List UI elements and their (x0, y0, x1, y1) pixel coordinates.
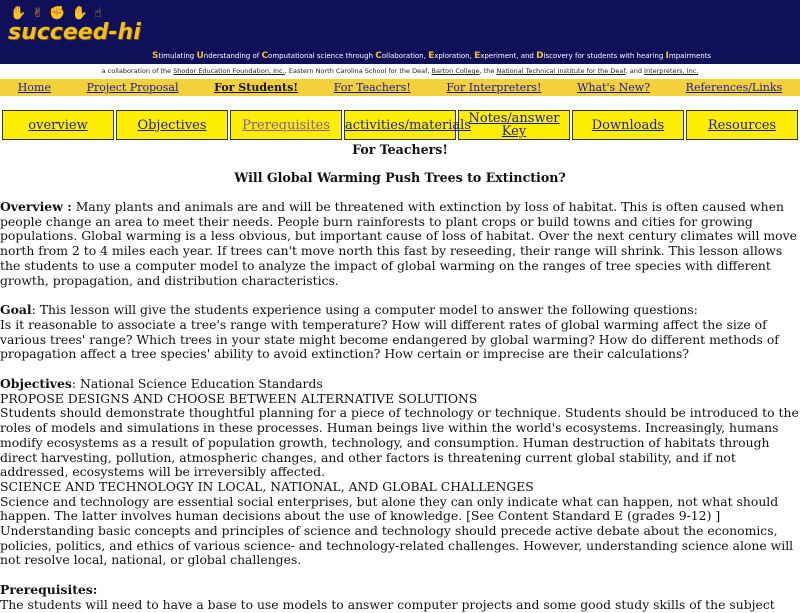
tagline-word: xperiment, and (480, 52, 537, 60)
barton-college-link[interactable]: Barton College (431, 67, 480, 75)
shodor-link[interactable]: Shodor Education Foundation, Inc. (173, 67, 285, 75)
prerequisites-label (0, 583, 800, 598)
tab-notes-answer-key[interactable] (458, 110, 570, 140)
tagline-word: ollaboration, (381, 52, 429, 60)
tagline-initial: U (196, 51, 204, 61)
tagline-initial: E (474, 51, 481, 61)
nav-whats-new[interactable]: What's New? (577, 81, 651, 94)
tagline-initial: C (375, 51, 382, 61)
tagline-initial: S (152, 51, 159, 61)
ntid-link[interactable]: National Technical Institute for the Deaf (496, 67, 626, 75)
tab-notes-link[interactable] (469, 111, 560, 139)
tagline-word: omputational science through (268, 52, 376, 60)
nav-for-students[interactable]: For Students! (214, 81, 299, 94)
overview-text: Many plants and animals are and will be threatened with extinction by loss of habitat. This is often caused when people change an area to meet their needs. People burn rainforests to plant crops or build towns and cities for growing populations. Global warming is a less obvious, but important cause of loss of habitat. Over the next century climates will move north from 2 to 4 miles each year. If trees can't move north this fast by reseeding, their range will shrink. This lesson allows the students to use a computer model to analyze the impact of global warming on the ranges of tree species with different growth, propagation, and distribution characteristics. (0, 199, 797, 288)
nav-home[interactable]: Home (17, 81, 51, 94)
succeed-hi-logo[interactable] (6, 6, 154, 62)
tab-notes-line1: Notes/answer (468, 111, 560, 126)
objectives-paragraph (0, 377, 800, 392)
tab-downloads[interactable] (572, 110, 684, 140)
tab-overview-link[interactable]: overview (28, 117, 88, 133)
collab-text: , the (479, 67, 497, 75)
main-nav (0, 79, 800, 96)
tab-notes-line2: Key (501, 124, 527, 139)
tagline-word: timulating (158, 52, 197, 60)
section-heading: For Teachers! (352, 142, 448, 157)
standard-1-heading: PROPOSE DESIGNS AND CHOOSE BETWEEN ALTERNATIVE SOLUTIONS (0, 390, 478, 406)
nav-references-links[interactable]: References/Links (685, 81, 783, 94)
collab-text: a collaboration of the (101, 67, 174, 75)
goal-label: Goal (0, 302, 32, 318)
tab-overview[interactable] (2, 110, 114, 140)
tagline-initial: D (536, 51, 544, 61)
prerequisites-text: The students will need to have a base to use models to answer computer projects and some good study skills of the subject (0, 596, 775, 612)
tab-prerequisites-link[interactable]: Prerequisites (242, 117, 330, 133)
collaboration-line (0, 64, 800, 78)
standard-2-text-2: Understanding basic concepts and principles of science and technology should precede active debate about the economics, policies, politics, and ethics of various science- and technology-related challenges. However, understanding science alone will not resolve local, national, or global challenges. (0, 523, 794, 568)
objectives-label: Objectives (0, 376, 72, 392)
header-banner (0, 0, 800, 64)
nav-project-proposal[interactable]: Project Proposal (86, 81, 179, 94)
tagline (152, 51, 711, 61)
tagline-word: nderstanding of (203, 52, 262, 60)
overview-label: Overview : (0, 199, 72, 214)
tab-activities-link[interactable]: activities/materials (345, 117, 471, 133)
tab-activities-materials[interactable] (344, 110, 471, 140)
tab-objectives-link[interactable]: Objectives (137, 117, 207, 133)
tagline-initial: C (261, 51, 269, 61)
lesson-tabs (0, 108, 800, 142)
goal-questions: Is it reasonable to associate a tree's range with temperature? How will different rates of global warming affect the size of various trees' range? Which trees in your state might become endangered by global warming? How do different methods of propagation affect a tree species' ability to avoid extinction? How certain or imprecise are their calculations? (0, 316, 779, 362)
collab-text: , Eastern North Carolina School for the Deaf, (284, 67, 432, 75)
interpreters-link[interactable]: Interpreters, Inc. (644, 67, 699, 75)
nav-for-teachers[interactable]: For Teachers! (333, 81, 411, 94)
overview-paragraph (0, 200, 800, 288)
standard-2-heading: SCIENCE AND TECHNOLOGY IN LOCAL, NATIONAL, AND GLOBAL CHALLENGES (0, 478, 534, 494)
tagline-word: iscovery for students with hearing (543, 52, 666, 60)
goal-paragraph (0, 303, 800, 318)
tab-downloads-link[interactable]: Downloads (591, 117, 665, 133)
standard-1-text: Students should demonstrate thoughtful planning for a piece of technology or technique. Students should be introduced to the roles of models and simulations in these processes. Human beings live within the world's ecosystems. Increasingly, humans modify ecosystems as a result of population growth, technology, and consumption. Human destruction of habitats through direct harvesting, pollution, atmospheric changes, and other factors is threatening current global stability, and if not addressed, ecosystems will be irreversibly affected. (0, 405, 799, 480)
nav-for-interpreters[interactable]: For Interpreters! (446, 81, 542, 94)
goal-intro: : This lesson will give the students experience using a computer model to answer the following questions: (31, 302, 698, 318)
tagline-initial: I (665, 51, 669, 61)
tagline-initial: E (428, 51, 435, 61)
lesson-title: Will Global Warming Push Trees to Extinction? (234, 170, 566, 185)
tagline-word: mpairments (668, 52, 712, 60)
page-content (0, 142, 800, 613)
tab-resources[interactable] (686, 110, 798, 140)
tab-prerequisites[interactable] (230, 110, 342, 140)
collab-text: , and (625, 67, 645, 75)
prerequisites-heading: Prerequisites: (0, 582, 98, 598)
standard-2-text-1: Science and technology are essential social enterprises, but alone they can only indicate what can happen, not what should happen. The latter involves human decisions about the use of knowledge. [See Content Standard E (grades 9-12) ] (0, 493, 779, 524)
tagline-word: xploration, (434, 52, 475, 60)
logo-text: succeed-hi (8, 20, 141, 45)
hand-signs-icon: ✋ ✌ ✊ ✋ ☝ (10, 6, 103, 21)
objectives-intro: : National Science Education Standards (71, 376, 323, 392)
tab-objectives[interactable] (116, 110, 228, 140)
tab-resources-link[interactable]: Resources (707, 117, 777, 133)
